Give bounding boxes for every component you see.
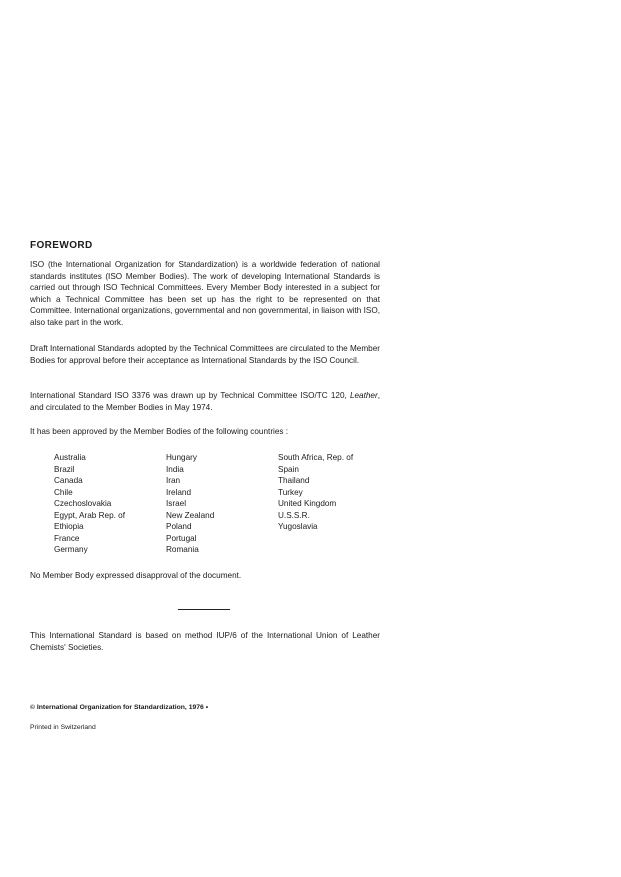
printed-location: Printed in Switzerland: [30, 724, 96, 731]
country-item: Spain: [278, 464, 299, 474]
country-item: Chile: [54, 487, 73, 497]
page-title: FOREWORD: [30, 240, 93, 251]
paragraph-approval: It has been approved by the Member Bodies of the following countries :: [30, 427, 289, 436]
country-item: Ireland: [166, 487, 192, 497]
tc-text-after: , and circulated to the Member Bodies in May 1974.: [30, 391, 380, 412]
paragraph-technical-committee: [30, 390, 380, 413]
paragraph-no-disapproval: No Member Body expressed disapproval of the document.: [30, 571, 242, 580]
country-item: Egypt, Arab Rep. of: [54, 510, 126, 520]
paragraph-draft-standards: Draft International Standards adopted by the Technical Committees are circulated to the Member Bodies for approval before their acceptance as International Standards by the ISO Council.: [30, 344, 380, 365]
country-item: New Zealand: [166, 510, 215, 520]
country-item: Turkey: [278, 487, 303, 497]
country-item: South Africa, Rep. of: [278, 453, 354, 462]
country-item: Hungary: [166, 453, 197, 462]
country-item: Germany: [54, 545, 88, 554]
tc-subject-italic: Leather: [349, 391, 378, 400]
country-item: India: [166, 464, 184, 474]
country-column-2: [166, 452, 214, 556]
tc-text-before: International Standard ISO 3376 was drawn up by Technical Committee ISO/TC 120,: [30, 391, 350, 400]
country-item: Yugoslavia: [278, 522, 318, 531]
copyright-notice: © International Organization for Standardization, 1976 •: [30, 704, 209, 711]
country-item: Australia: [54, 453, 86, 462]
country-item: Iran: [166, 476, 181, 485]
country-item: Ethiopia: [54, 522, 84, 531]
country-column-3: [278, 452, 353, 533]
country-item: Romania: [166, 545, 199, 554]
section-divider: [178, 609, 230, 610]
country-item: U.S.S.R.: [278, 510, 310, 520]
country-item: Canada: [54, 476, 83, 485]
country-item: Portugal: [166, 533, 197, 543]
country-column-1: [54, 452, 125, 556]
country-item: Brazil: [54, 464, 75, 474]
country-item: United Kingdom: [278, 499, 337, 508]
country-item: Poland: [166, 522, 192, 531]
paragraph-iso-intro: ISO (the International Organization for Standardization) is a worldwide federation of national standards institutes (ISO Member Bodies). The work of developing International Standards is carried out through ISO Technical Committees. Every Member Body interested in a subject for which a Technical Committee has been set up has the right to be represented on that Committee. International organizations, governmental and non governmental, in liaison with ISO, also take part in the work.: [30, 260, 380, 327]
country-item: Thailand: [278, 476, 310, 485]
country-item: Israel: [166, 499, 187, 508]
paragraph-method-basis: This International Standard is based on method IUP/6 of the International Union of Leather Chemists' Societies.: [30, 631, 380, 652]
country-item: France: [54, 533, 80, 543]
country-item: Czechoslovakia: [54, 499, 112, 508]
